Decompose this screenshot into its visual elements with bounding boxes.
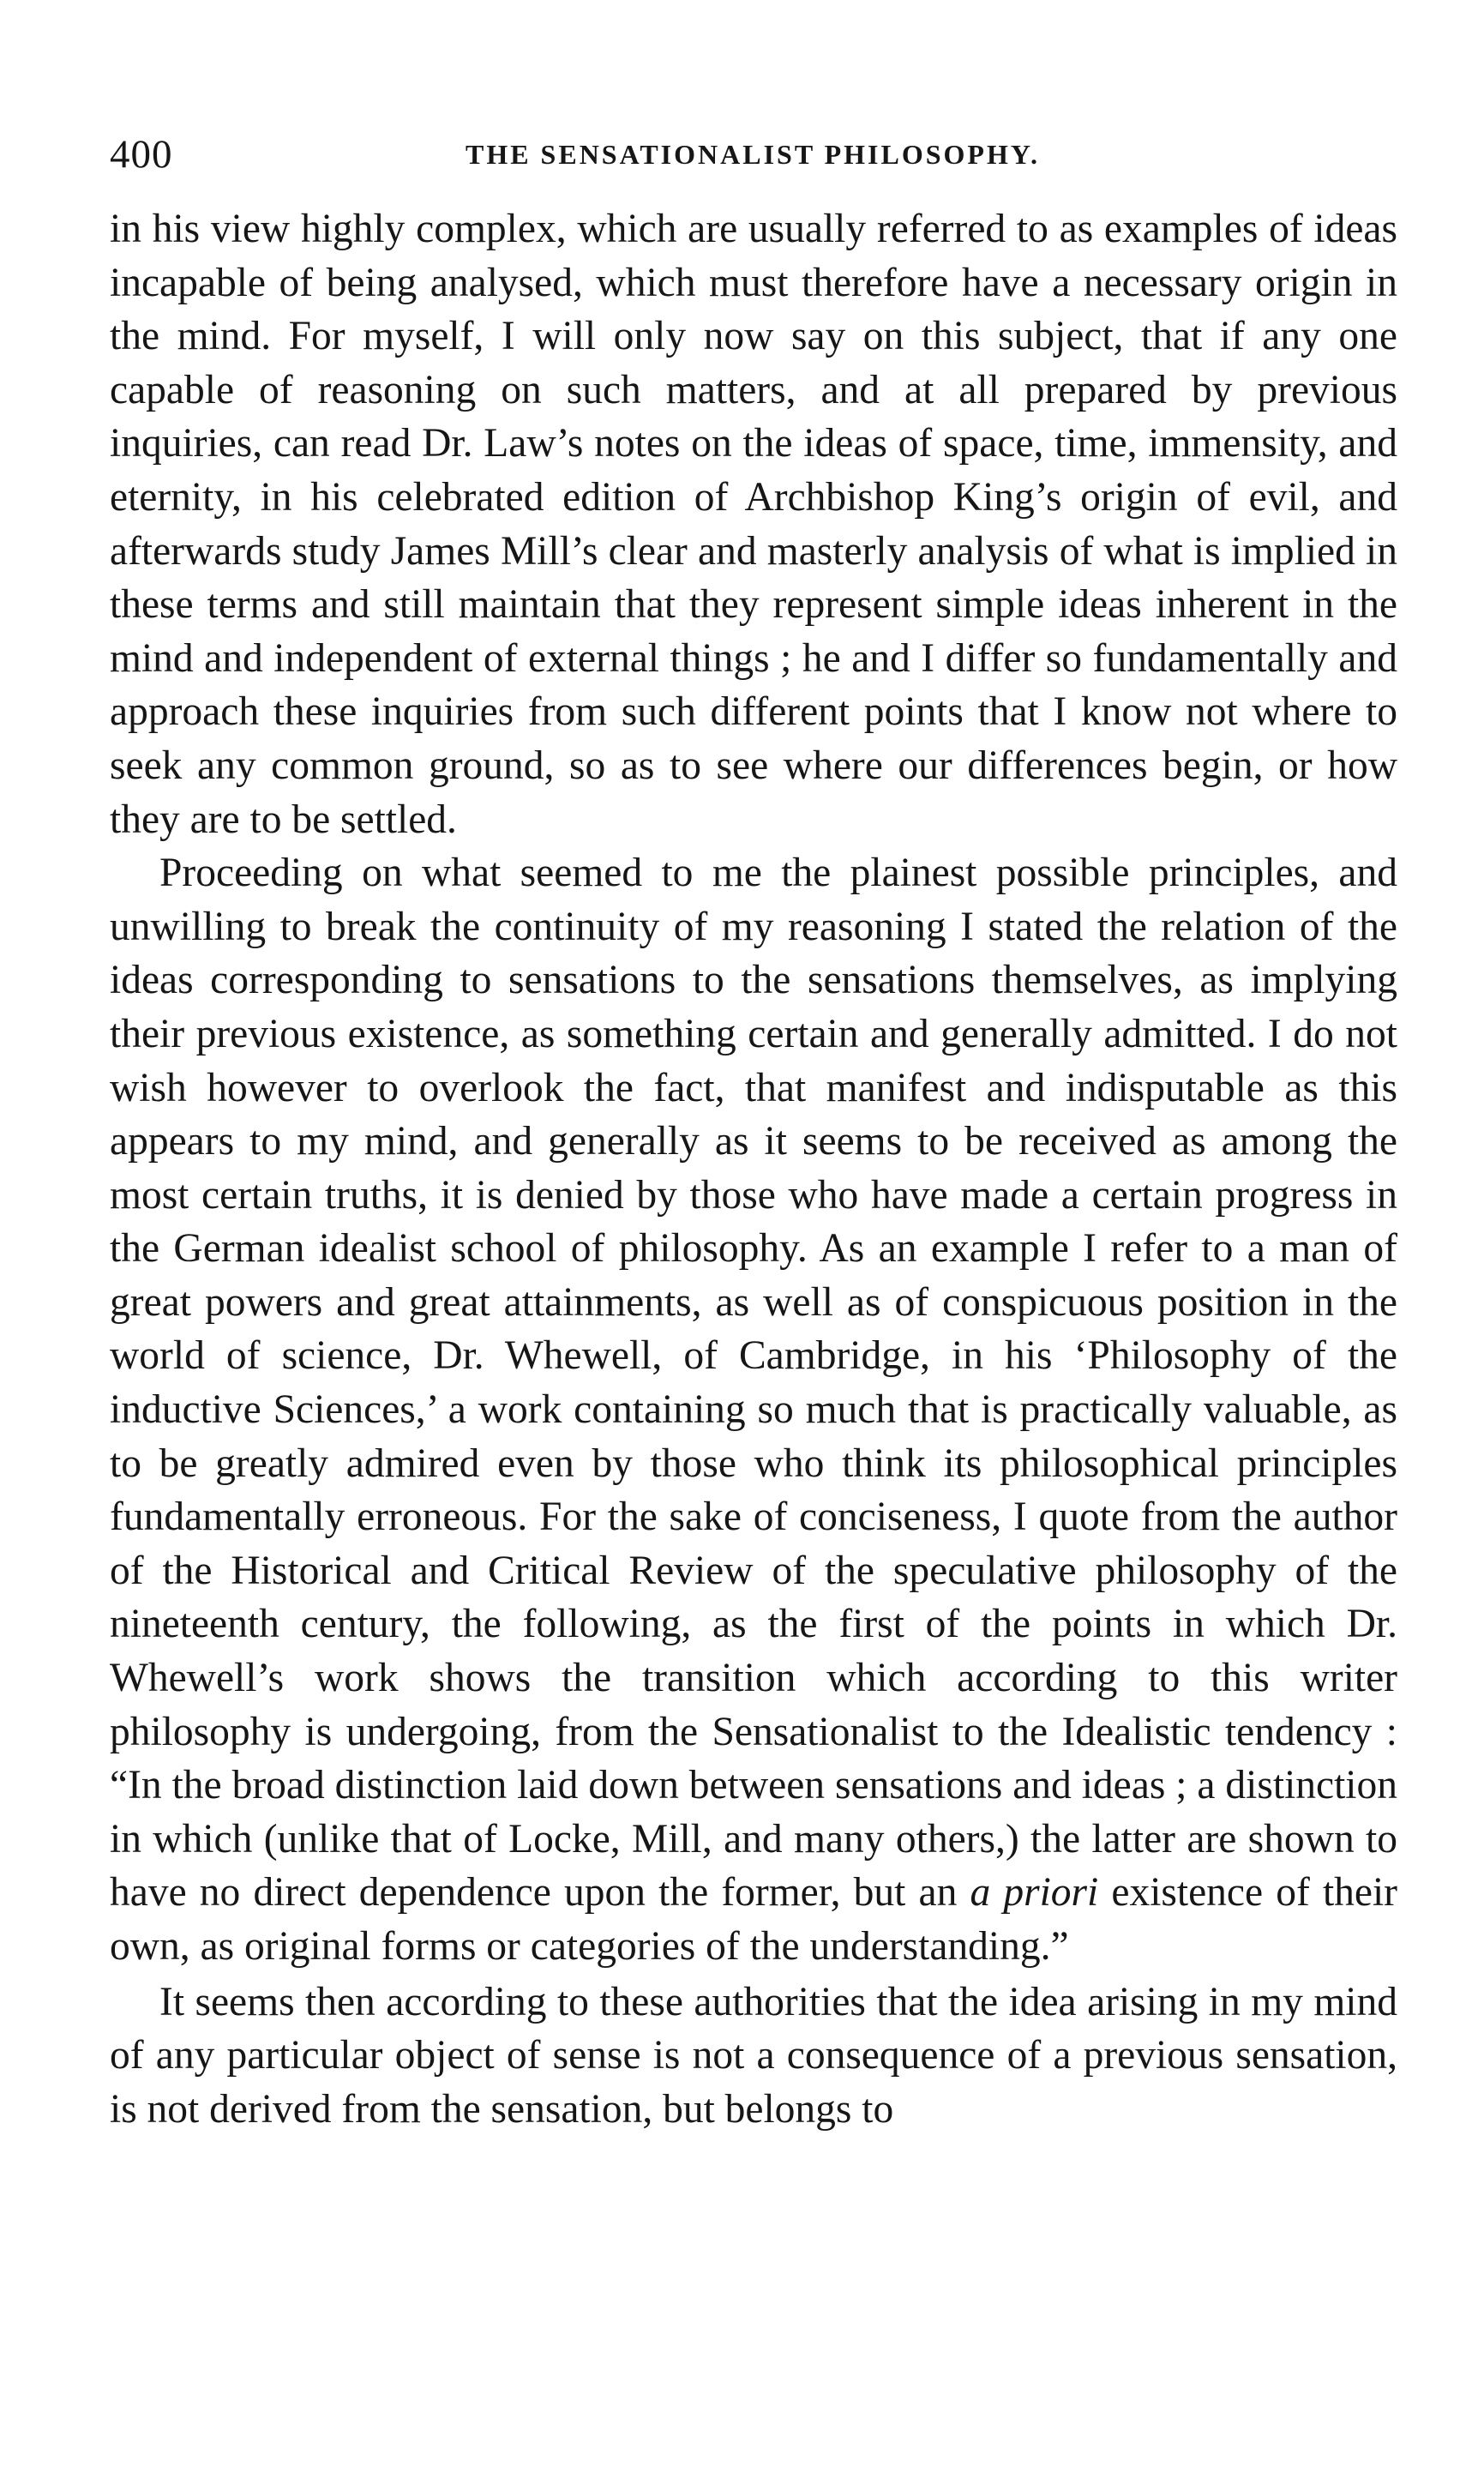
paragraph-text: in his view highly complex, which are usually referred to as examples of ideas incapable of being analysed, which must therefore have a necessary origin in the mind. For myself, I will only now say on this subject, that if any one capable of reasoning on such matters, and at all prepared by previous inquiries, can read Dr. Law’s notes on the ideas of space, time, immensity, and eternity, in his celebrated edition of Archbishop King’s origin of evil, and afterwards study James Mill’s clear and masterly analysis of what is implied in these terms and still maintain that they represent simple ideas inherent in the mind and independent of external things ; he and I differ so fundamentally and approach these inquiries from such different points that I know not where to seek any common ground, so as to see where our differences begin, or how they are to be settled. [110,207,1397,842]
paragraph-text: It seems then according to these authorities that the idea arising in my mind of any particular object of sense is not a consequence of a previous sensation, is not derived from the sensation, but belongs to [110,1979,1397,2132]
paragraph [110,846,1397,1973]
body-text [110,202,1397,2136]
paragraph [110,202,1397,846]
running-title: THE SENSATIONALIST PHILOSOPHY. [465,139,1041,170]
italic-phrase: a priori [970,1870,1099,1916]
paragraph-text-continued: existence of their own, as original forms or categories of the understanding.” [110,1870,1397,1969]
paragraph-text: Proceeding on what seemed to me the plainest possible principles, and unwilling to break the continuity of my reasoning I stated the relation of the ideas corresponding to sensations to the sensations themselves, as implying their previous existence, as something certain and generally admitted. I do not wish however to overlook the fact, that manifest and indisputable as this appears to my mind, and generally as it seems to be received as among the most certain truths, it is denied by those who have made a certain progress in the German idealist school of philosophy. As an example I refer to a man of great powers and great attainments, as well as of conspicuous position in the world of science, Dr. Whewell, of Cambridge, in his ‘Philosophy of the inductive Sciences,’ a work containing so much that is practically valuable, as to be greatly admired even by those who think its philosophical principles fundamentally erroneous. For the sake of conciseness, I quote from the author of the Historical and Critical Review of the speculative philosophy of the nineteenth century, the following, as the first of the points in which Dr. Whewell’s work shows the transition which according to this writer philosophy is undergoing, from the Sensationalist to the Idealistic tendency : “In the broad distinction laid down between sensations and ideas ; a distinction in which (unlike that of Locke, Mill, and many others,) the latter are shown to have no direct dependence upon the former, but an [110,851,1397,1916]
paragraph [110,1976,1397,2137]
page-number: 400 [110,132,173,177]
page-header [110,129,1396,180]
